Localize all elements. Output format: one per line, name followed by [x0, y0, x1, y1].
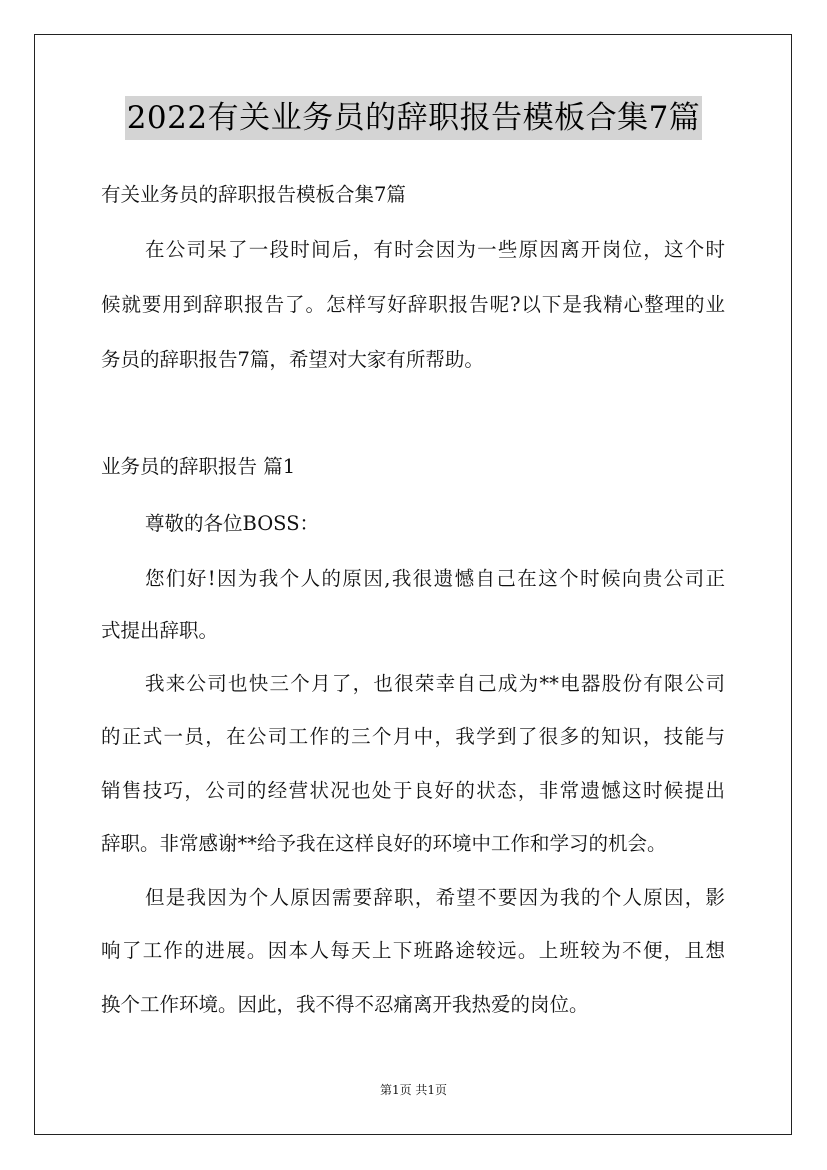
document-subtitle: 有关业务员的辞职报告模板合集7篇: [101, 183, 406, 206]
salutation: 尊敬的各位BOSS：: [145, 512, 320, 535]
intro-line: 候就要用到辞职报告了。怎样写好辞职报告呢?以下是我精心整理的业: [101, 293, 725, 316]
title-container: [0, 96, 827, 140]
paragraph-line: 式提出辞职。: [101, 619, 219, 642]
intro-line: 务员的辞职报告7篇，希望对大家有所帮助。: [101, 348, 484, 371]
paragraph-line: 响了工作的进展。因本人每天上下班路途较远。上班较为不便，且想: [101, 939, 725, 962]
paragraph-line: 您们好!因为我个人的原因,我很遗憾自己在这个时候向贵公司正: [145, 567, 725, 590]
intro-line: 在公司呆了一段时间后，有时会因为一些原因离开岗位，这个时: [145, 238, 725, 261]
paragraph-line: 换个工作环境。因此，我不得不忍痛离开我热爱的岗位。: [101, 993, 589, 1016]
paragraph-line: 辞职。非常感谢**给予我在这样良好的环境中工作和学习的机会。: [101, 832, 667, 855]
paragraph-line: 的正式一员，在公司工作的三个月中，我学到了很多的知识，技能与: [101, 725, 725, 748]
paragraph-line: 但是我因为个人原因需要辞职，希望不要因为我的个人原因，影: [145, 886, 725, 909]
section-heading: 业务员的辞职报告 篇1: [101, 455, 296, 478]
document-title: 2022有关业务员的辞职报告模板合集7篇: [125, 96, 703, 140]
paragraph-line: 我来公司也快三个月了，也很荣幸自己成为**电器股份有限公司: [145, 672, 725, 695]
paragraph-line: 销售技巧，公司的经营状况也处于良好的状态，非常遗憾这时候提出: [101, 779, 725, 802]
page-number: 第1页 共1页: [379, 1083, 448, 1097]
